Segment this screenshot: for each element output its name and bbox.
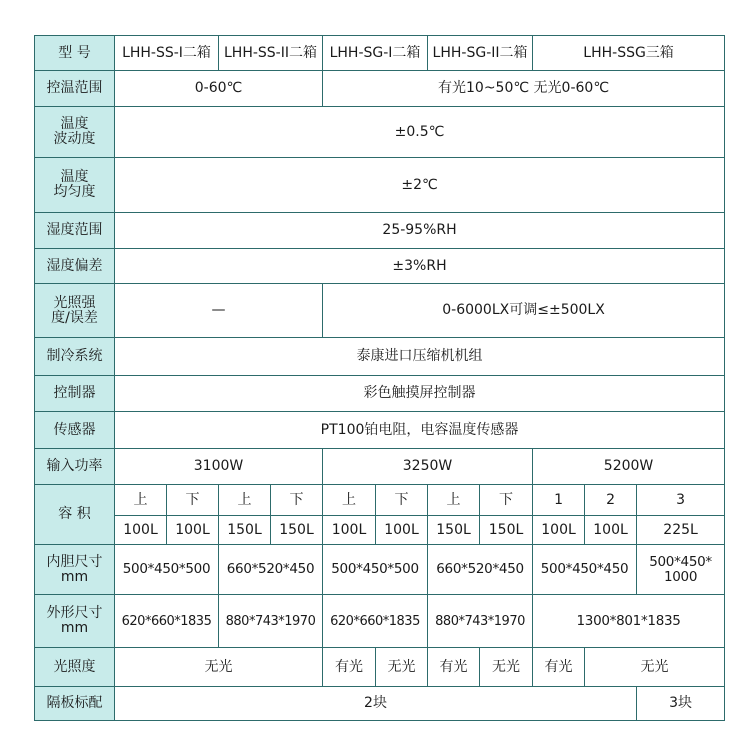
volume-pos: 上 (219, 485, 271, 516)
temp-fluct-label-l1: 温度 (60, 116, 89, 132)
outer-size-value: 1300*801*1835 (533, 595, 725, 648)
temp-uniform-value: ±2℃ (115, 158, 725, 213)
light-ss: — (115, 284, 323, 338)
illumination-label: 光照度 (35, 648, 115, 687)
humidity-dev-label: 湿度偏差 (35, 249, 115, 284)
humidity-range-label: 湿度范围 (35, 213, 115, 249)
volume-label: 容 积 (35, 485, 115, 545)
illumination-value: 无光 (376, 648, 428, 687)
temp-uniform-row (35, 158, 725, 213)
controller-value: 彩色触摸屏控制器 (115, 376, 725, 412)
power-sg: 3250W (323, 449, 533, 485)
outer-size-row (35, 595, 725, 648)
outer-size-label-l1: 外形尺寸 (46, 605, 103, 621)
inner-size-label-l1: 内胆尺寸 (46, 553, 103, 570)
illumination-row (35, 648, 725, 687)
humidity-range-value: 25-95%RH (115, 213, 725, 249)
sensor-row (35, 412, 725, 449)
volume-value: 100L (585, 516, 637, 545)
volume-value: 150L (480, 516, 533, 545)
volume-pos: 下 (376, 485, 428, 516)
light-label-l1: 光照强 (53, 294, 96, 311)
light-label (35, 284, 115, 338)
temp-fluct-label (35, 107, 115, 158)
inner-size-value: 660*520*450 (428, 545, 533, 595)
outer-size-value: 620*660*1835 (323, 595, 428, 648)
light-row (35, 284, 725, 338)
volume-value: 100L (323, 516, 376, 545)
temp-uniform-label (35, 158, 115, 213)
light-label-l2: 度/误差 (51, 309, 98, 326)
spec-table (34, 35, 725, 721)
temp-fluct-value: ±0.5℃ (115, 107, 725, 158)
power-row (35, 449, 725, 485)
model-label: 型 号 (35, 36, 115, 71)
outer-size-value: 880*743*1970 (428, 595, 533, 648)
shelves-row (35, 687, 725, 721)
humidity-range-row (35, 213, 725, 249)
temp-fluct-row (35, 107, 725, 158)
illumination-value: 无光 (480, 648, 533, 687)
outer-size-value: 620*660*1835 (115, 595, 219, 648)
inner-size-row (35, 545, 725, 595)
volume-pos: 3 (637, 485, 725, 516)
inner-size-label (35, 545, 115, 595)
volume-pos: 下 (271, 485, 323, 516)
temp-range-label: 控温范围 (35, 71, 115, 107)
volume-value-row (35, 516, 725, 545)
volume-pos: 2 (585, 485, 637, 516)
temp-uniform-label-l2: 均匀度 (53, 184, 96, 200)
temp-range-row (35, 71, 725, 107)
illumination-value: 有光 (533, 648, 585, 687)
cooling-value: 泰康进口压缩机机组 (115, 338, 725, 376)
model-sg-ii: LHH-SG-II二箱 (428, 36, 533, 71)
volume-pos: 上 (428, 485, 480, 516)
inner-size-ssg (637, 545, 725, 595)
sensor-label: 传感器 (35, 412, 115, 449)
shelves-value: 2块 (115, 687, 637, 721)
temp-range-ss: 0-60℃ (115, 71, 323, 107)
volume-pos: 上 (323, 485, 376, 516)
power-ssg: 5200W (533, 449, 725, 485)
volume-value: 150L (219, 516, 271, 545)
inner-size-value: 500*450*450 (533, 545, 637, 595)
illumination-value: 有光 (323, 648, 376, 687)
volume-value: 150L (271, 516, 323, 545)
sensor-value: PT100铂电阻，电容温度传感器 (115, 412, 725, 449)
inner-size-value: 500*450*500 (323, 545, 428, 595)
volume-value: 100L (376, 516, 428, 545)
humidity-dev-value: ±3%RH (115, 249, 725, 284)
volume-value: 100L (167, 516, 219, 545)
controller-row (35, 376, 725, 412)
model-row (35, 36, 725, 71)
volume-value: 225L (637, 516, 725, 545)
cooling-row (35, 338, 725, 376)
temp-fluct-label-l2: 波动度 (53, 131, 96, 147)
inner-size-ssg-l2: 1000 (663, 568, 698, 585)
light-sg: 0-6000LX可调≤±500LX (323, 284, 725, 338)
illumination-value: 无光 (115, 648, 323, 687)
model-ss-i: LHH-SS-I二箱 (115, 36, 219, 71)
model-sg-i: LHH-SG-I二箱 (323, 36, 428, 71)
illumination-value: 有光 (428, 648, 480, 687)
volume-value: 100L (115, 516, 167, 545)
inner-size-ssg-l1: 500*450* (649, 553, 712, 570)
illumination-value: 无光 (585, 648, 725, 687)
inner-size-value: 660*520*450 (219, 545, 323, 595)
cooling-label: 制冷系统 (35, 338, 115, 376)
power-ss: 3100W (115, 449, 323, 485)
outer-size-label (35, 595, 115, 648)
volume-pos: 1 (533, 485, 585, 516)
model-ssg: LHH-SSG三箱 (533, 36, 725, 71)
controller-label: 控制器 (35, 376, 115, 412)
shelves-ssg: 3块 (637, 687, 725, 721)
model-ss-ii: LHH-SS-II二箱 (219, 36, 323, 71)
outer-size-label-l2: mm (60, 620, 89, 636)
volume-pos: 下 (480, 485, 533, 516)
volume-value: 100L (533, 516, 585, 545)
temp-uniform-label-l1: 温度 (60, 169, 89, 185)
volume-pos: 下 (167, 485, 219, 516)
temp-range-sg: 有光10~50℃ 无光0-60℃ (323, 71, 725, 107)
volume-position-row (35, 485, 725, 516)
shelves-label: 隔板标配 (35, 687, 115, 721)
volume-pos: 上 (115, 485, 167, 516)
volume-value: 150L (428, 516, 480, 545)
humidity-dev-row (35, 249, 725, 284)
inner-size-label-l2: mm (60, 568, 89, 585)
outer-size-value: 880*743*1970 (219, 595, 323, 648)
inner-size-value: 500*450*500 (115, 545, 219, 595)
power-label: 输入功率 (35, 449, 115, 485)
